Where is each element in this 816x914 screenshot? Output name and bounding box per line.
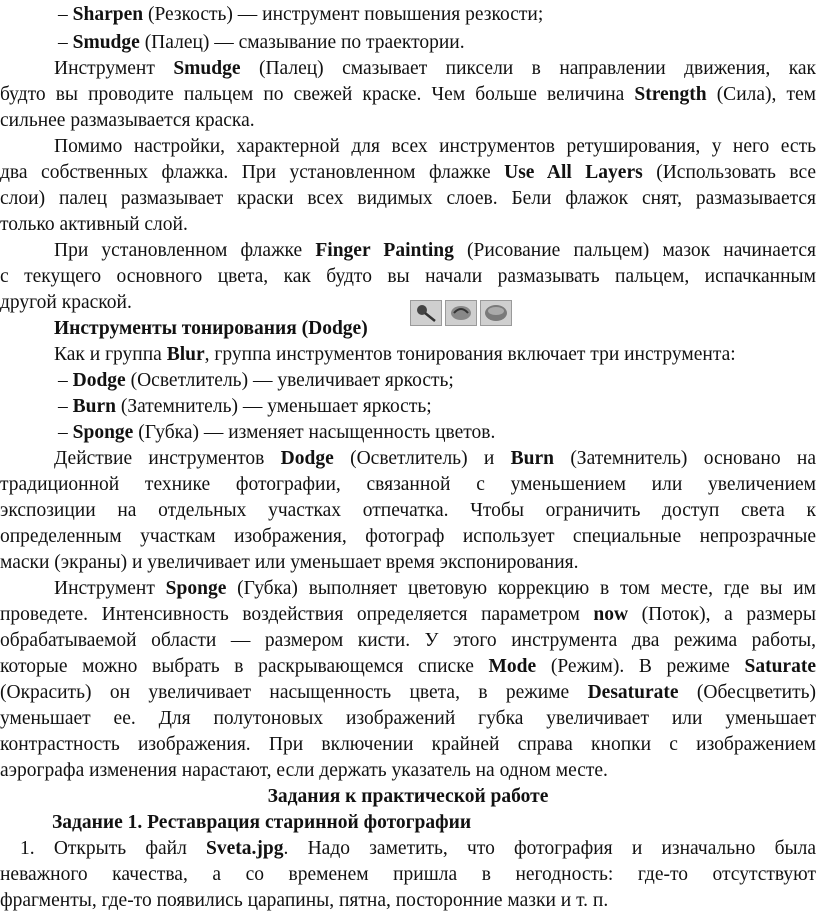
text-line: маски (экраны) и увеличивает или уменьшает время экспонирования. [0, 552, 579, 573]
text-line: – Dodge (Осветлитель) — увеличивает яркость; [58, 370, 454, 391]
text-line: которые можно выбрать в раскрывающемся списке Mode (Режим). В режиме Saturate [0, 656, 816, 677]
text-line: с текущего основного цвета, как будто вы начали размазывать пальцем, испачканным [0, 266, 816, 287]
text-line: – Burn (Затемнитель) — уменьшает яркость; [58, 396, 432, 417]
text-line: Как и группа Blur, группа инструментов тонирования включает три инструмента: [54, 344, 736, 365]
text-line: 1. Открыть файл Sveta.jpg. Надо заметить, что фотография и изначально была [20, 838, 816, 859]
text-line: проведете. Интенсивность воздействия определяется параметром now (Поток), а размеры [0, 604, 816, 625]
task-heading: Задание 1. Реставрация старинной фотографии [52, 812, 472, 833]
text-line: Действие инструментов Dodge (Осветлитель) и Burn (Затемнитель) основано на [54, 448, 816, 469]
text-line: неважного качества, а со временем пришла в негодность: где-то отсутствуют [0, 864, 816, 885]
text-line: обрабатываемой области — размером кисти. У этого инструмента два режима работы, [0, 630, 816, 651]
sponge-icon [480, 300, 512, 326]
text-line: только активный слой. [0, 214, 188, 235]
text-line: фрагменты, где-то появились царапины, пятна, посторонние мазки и т. п. [0, 890, 609, 911]
section-heading: Инструменты тонирования (Dodge) [54, 318, 368, 339]
text-line: уменьшает ее. Для полутоновых изображений губка увеличивает или уменьшает [0, 708, 816, 729]
text-line: традиционной технике фотографии, связанной с уменьшением или увеличением [0, 474, 816, 495]
text-line: другой краской. [0, 292, 132, 313]
text-line: слои) палец размазывает краски всех видимых слоев. Бели флажок снят, размазывается [0, 188, 816, 209]
text-line: При установленном флажке Finger Painting (Рисование пальцем) мазок начинается [54, 240, 816, 261]
text-line: – Sponge (Губка) — изменяет насыщенность цветов. [58, 422, 496, 443]
text-line: контрастность изображения. При включении крайней справа кнопки с изображением [0, 734, 816, 755]
text-line: сильнее размазывается краска. [0, 110, 255, 131]
text-line: Инструмент Sponge (Губка) выполняет цветовую коррекцию в том месте, где вы им [54, 578, 816, 599]
text-line: (Окрасить) он увеличивает насыщенность цвета, в режиме Desaturate (Обесцветить) [0, 682, 816, 703]
text-line: два собственных флажка. При установленном флажке Use All Layers (Использовать все [0, 162, 816, 183]
text-line: будто вы проводите пальцем по свежей краске. Чем больше величина Strength (Сила), тем [0, 84, 816, 105]
burn-icon [445, 300, 477, 326]
section-heading: Задания к практической работе [267, 786, 549, 807]
text-line: аэрографа изменения нарастают, если держать указатель на одном месте. [0, 760, 608, 781]
text-line: – Sharpen (Резкость) — инструмент повышения резкости; [58, 4, 544, 25]
text-line: Инструмент Smudge (Палец) смазывает пиксели в направлении движения, как [54, 58, 816, 79]
text-line: Помимо настройки, характерной для всех инструментов ретуширования, у него есть [54, 136, 816, 157]
dodge-icon [410, 300, 442, 326]
text-line: – Smudge (Палец) — смазывание по траектории. [58, 32, 465, 53]
text-line: экспозиции на отдельных участках отпечатка. Чтобы ограничить доступ света к [0, 500, 816, 521]
dodge-toolbar [410, 300, 515, 328]
text-line: определенным участкам изображения, фотограф использует специальные непрозрачные [0, 526, 816, 547]
